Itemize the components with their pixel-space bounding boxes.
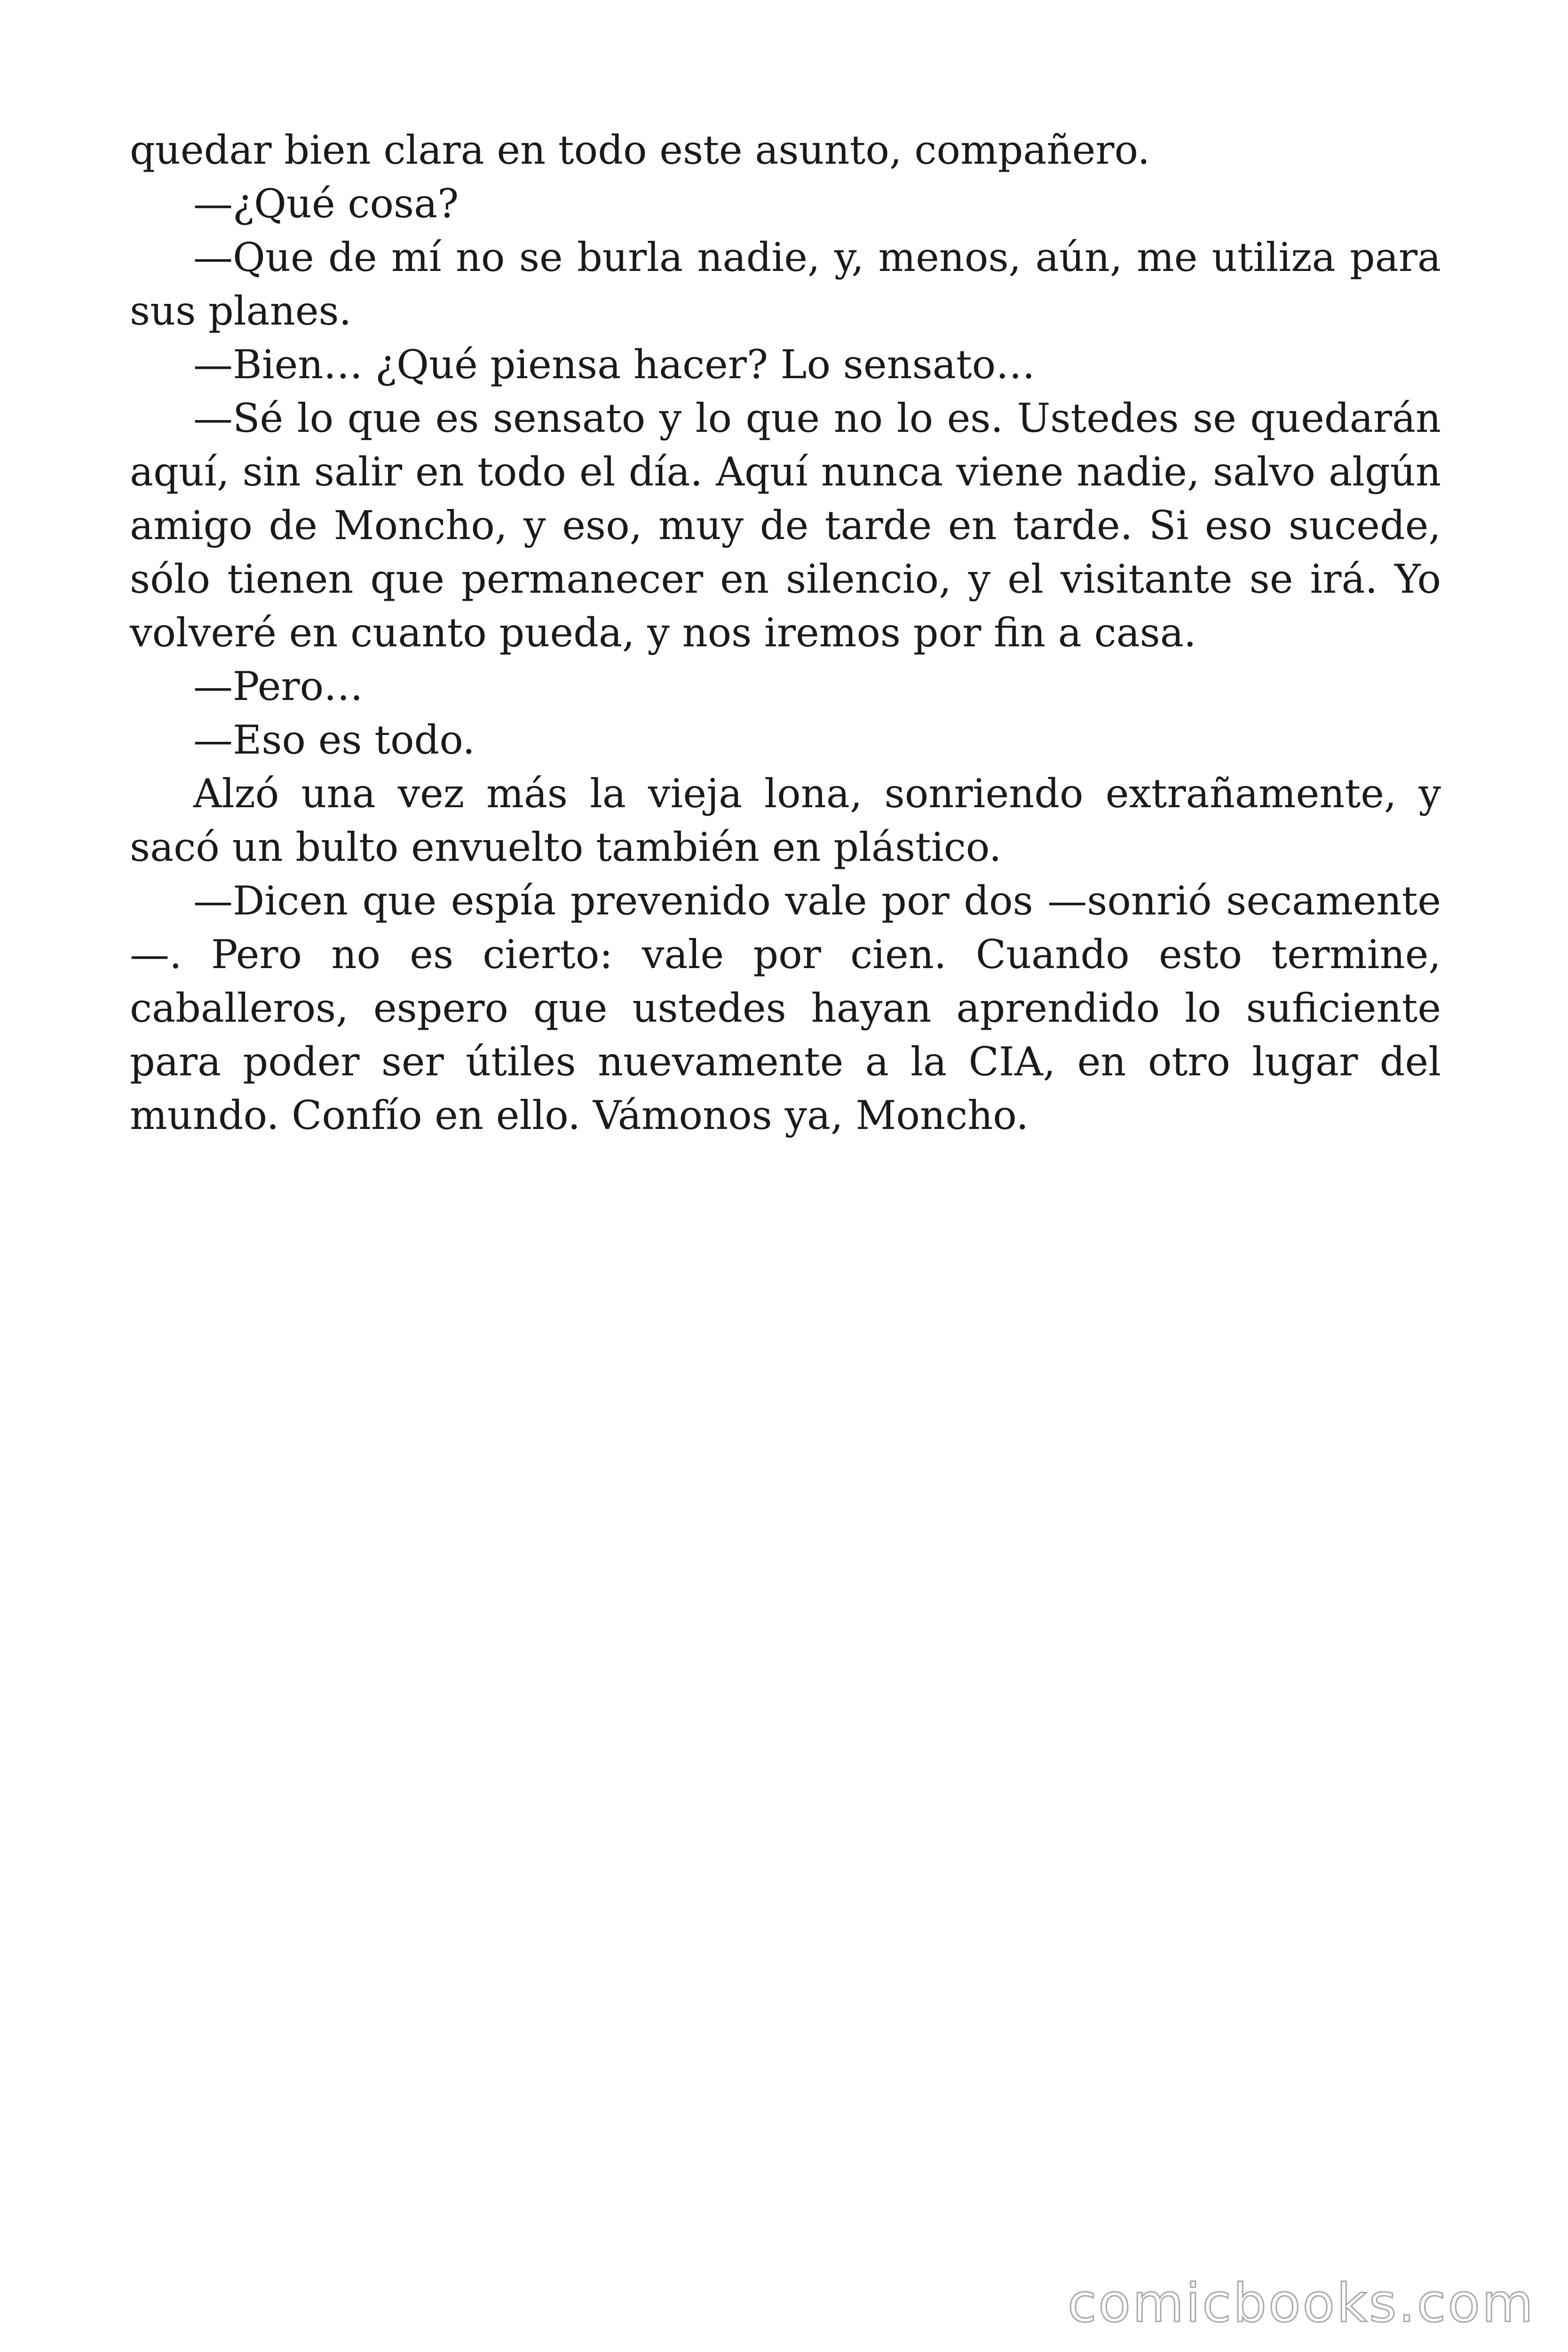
watermark: comicbooks.com [1067, 2273, 1535, 2334]
paragraph-7: —Eso es todo. [193, 717, 475, 763]
body-text [130, 123, 1441, 1142]
paragraph-6: —Pero… [193, 663, 364, 709]
paragraph-1: quedar bien clara en todo este asunto, compañero. [130, 127, 1150, 173]
paragraph-8: Alzó una vez más la vieja lona, sonriendo extrañamente, y sacó un bulto envuelto también en plástico. [130, 771, 1441, 870]
paragraph-5: —Sé lo que es sensato y lo que no lo es. Ustedes se quedarán aquí, sin salir en todo el día. Aquí nunca viene nadie, salvo algún amigo de Moncho, y eso, muy de tarde en tarde. Si eso sucede, sólo tienen que permanecer en silencio, y el visitante se irá. Yo volveré en cuanto pueda, y nos iremos por fin a casa. [130, 395, 1441, 656]
paragraph-3: —Que de mí no se burla nadie, y, menos, aún, me utiliza para sus planes. [130, 234, 1441, 334]
paragraph-2: —¿Qué cosa? [193, 181, 459, 227]
paragraph-4: —Bien… ¿Qué piensa hacer? Lo sensato… [193, 342, 1036, 388]
paragraph-9: —Dicen que espía prevenido vale por dos —sonrió secamente—. Pero no es cierto: vale por cien. Cuando esto termine, caballeros, espero que ustedes hayan aprendido lo suficiente para poder ser útiles nuevamente a la CIA, en otro lugar del mundo. Confío en ello. Vámonos ya, Moncho. [130, 878, 1441, 1138]
